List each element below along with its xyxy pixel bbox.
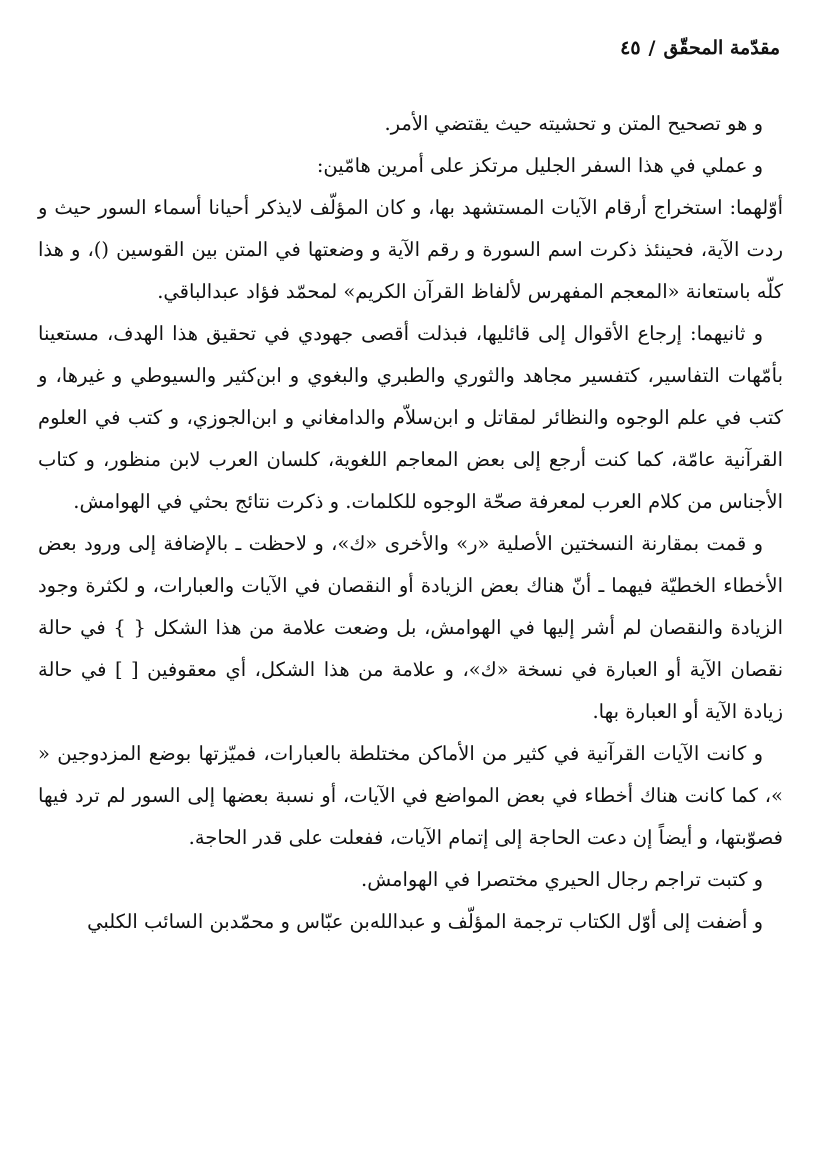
paragraph-verse-marking: و كانت الآيات القرآنية في كثير من الأماكن مختلطة بالعبارات، فميّزتها بوضع المزدوجين « »، كما كانت هناك أخطاء في بعض المواضع في الآيات، أو نسبة بعضها إلى السور لم ترد فيها فصوّبتها، و أيضاً إن دعت الحاجة إلى إتمام الآيات، ففعلت على قدر الحاجة. [38,742,783,849]
body-text [38,103,783,943]
paragraph-work-overview: و عملي في هذا السفر الجليل مرتكز على أمرين هامّين: [316,154,763,177]
page-number: ٤٥ [620,37,641,59]
paragraph-biographies: و كتبت تراجم رجال الحيري مختصرا في الهوامش. [361,868,763,891]
running-header [40,34,780,62]
paragraph-additions: و أضفت إلى أوّل الكتاب ترجمة المؤلّف و عبدالله‌بن عبّاس و محمّدبن السائب الكلبي [87,910,763,933]
paragraph-intro: و هو تصحيح المتن و تحشيته حيث يقتضي الأمر. [384,112,763,135]
header-separator: / [648,37,656,59]
paragraph-second-task: و ثانيهما: إرجاع الأقوال إلى قائليها، فبذلت أقصى جهودي في تحقيق هذا الهدف، مستعينا بأمّهات التفاسير، كتفسير مجاهد والثوري والطبري والبغوي و ابن‌كثير والسيوطي و غيرها، و كتب في علم الوجوه والنظائر لمقاتل و ابن‌سلاّم والدامغاني و ابن‌الجوزي، و كتب في العلوم القرآنية عامّة، كما كنت أرجع إلى بعض المعاجم اللغوية، كلسان العرب لابن منظور، و كتاب الأجناس من كلام العرب لمعرفة صحّة الوجوه للكلمات. و ذكرت نتائج بحثي في الهوامش. [38,322,783,513]
paragraph-first-task: أوّلهما: استخراج أرقام الآيات المستشهد بها، و كان المؤلّف لايذكر أحيانا أسماء السور حيث و ردت الآية، فحينئذ ذكرت اسم السورة و رقم الآية و وضعتها في المتن بين القوسين ()، و هذا كلّه باستعانة «المعجم المفهرس لألفاظ القرآن الكريم» لمحمّد فؤاد عبدالباقي. [38,196,783,303]
section-title: مقدّمة المحقّق [663,37,780,59]
paragraph-manuscript-comparison: و قمت بمقارنة النسختين الأصلية «ر» والأخرى «ك»، و لاحظت ـ بالإضافة إلى ورود بعض الأخطاء الخطيّة فيهما ـ أنّ هناك بعض الزيادة أو النقصان في الآيات والعبارات، و لكثرة وجود الزيادة والنقصان لم أشر إليها في الهوامش، بل وضعت علامة من هذا الشكل { } في حالة نقصان الآية أو العبارة في نسخة «ك»، و علامة من هذا الشكل، أي معقوفين [ ] في حالة زيادة الآية أو العبارة بها. [38,532,783,723]
